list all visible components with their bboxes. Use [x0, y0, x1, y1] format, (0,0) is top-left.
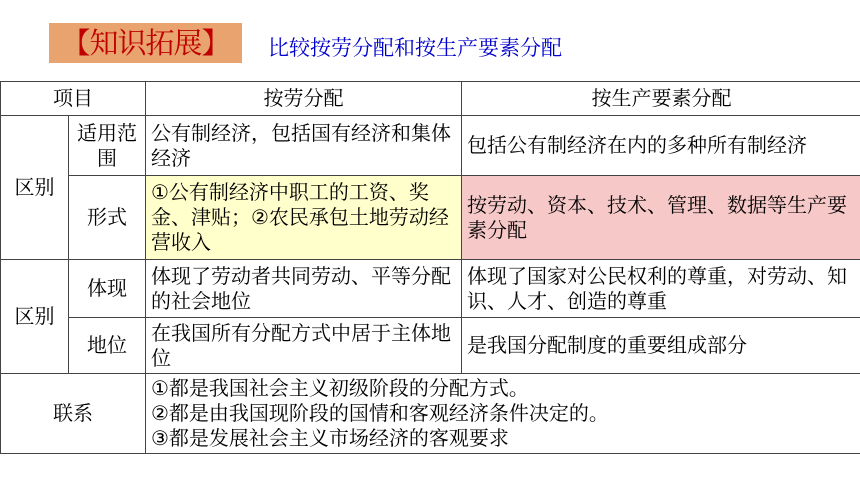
row-label-form: 形式 [69, 176, 146, 260]
group-label-difference: 区别 [1, 116, 69, 260]
table-row [1, 116, 860, 176]
cell-factor-reflection: 体现了国家对公民权利的尊重，对劳动、知识、人才、创造的尊重 [462, 260, 860, 318]
row-label-status: 地位 [69, 318, 146, 374]
table-row [1, 260, 860, 318]
cell-factor-scope: 包括公有制经济在内的多种所有制经济 [462, 116, 860, 176]
group-label-difference-2: 区别 [1, 260, 69, 374]
cell-relation [146, 374, 860, 454]
table-row [1, 374, 860, 454]
table-row [1, 176, 860, 260]
relation-item-2: ②都是由我国现阶段的国情和客观经济条件决定的。 [151, 401, 609, 425]
comparison-table [0, 81, 860, 454]
page-title: 比较按劳分配和按生产要素分配 [268, 36, 562, 60]
cell-factor-status: 是我国分配制度的重要组成部分 [462, 318, 860, 374]
row-label-reflection: 体现 [69, 260, 146, 318]
column-header-factor: 按生产要素分配 [462, 82, 860, 116]
row-label-scope: 适用范围 [69, 116, 146, 176]
relation-item-3: ③都是发展社会主义市场经济的客观要求 [151, 426, 509, 450]
cell-labor-scope: 公有制经济，包括国有经济和集体经济 [146, 116, 462, 176]
row-label-relation: 联系 [1, 374, 146, 454]
cell-factor-form: 按劳动、资本、技术、管理、数据等生产要素分配 [462, 176, 860, 260]
table-header-row [1, 82, 860, 116]
table-row [1, 318, 860, 374]
column-header-item: 项目 [1, 82, 146, 116]
cell-labor-status: 在我国所有分配方式中居于主体地位 [146, 318, 462, 374]
cell-labor-reflection: 体现了劳动者共同劳动、平等分配的社会地位 [146, 260, 462, 318]
relation-item-1: ①都是我国社会主义初级阶段的分配方式。 [151, 376, 529, 400]
column-header-labor: 按劳分配 [146, 82, 462, 116]
cell-labor-form: ①公有制经济中职工的工资、奖金、津贴；②农民承包土地劳动经营收入 [146, 176, 462, 260]
section-tag: 【知识拓展】 [49, 23, 242, 63]
